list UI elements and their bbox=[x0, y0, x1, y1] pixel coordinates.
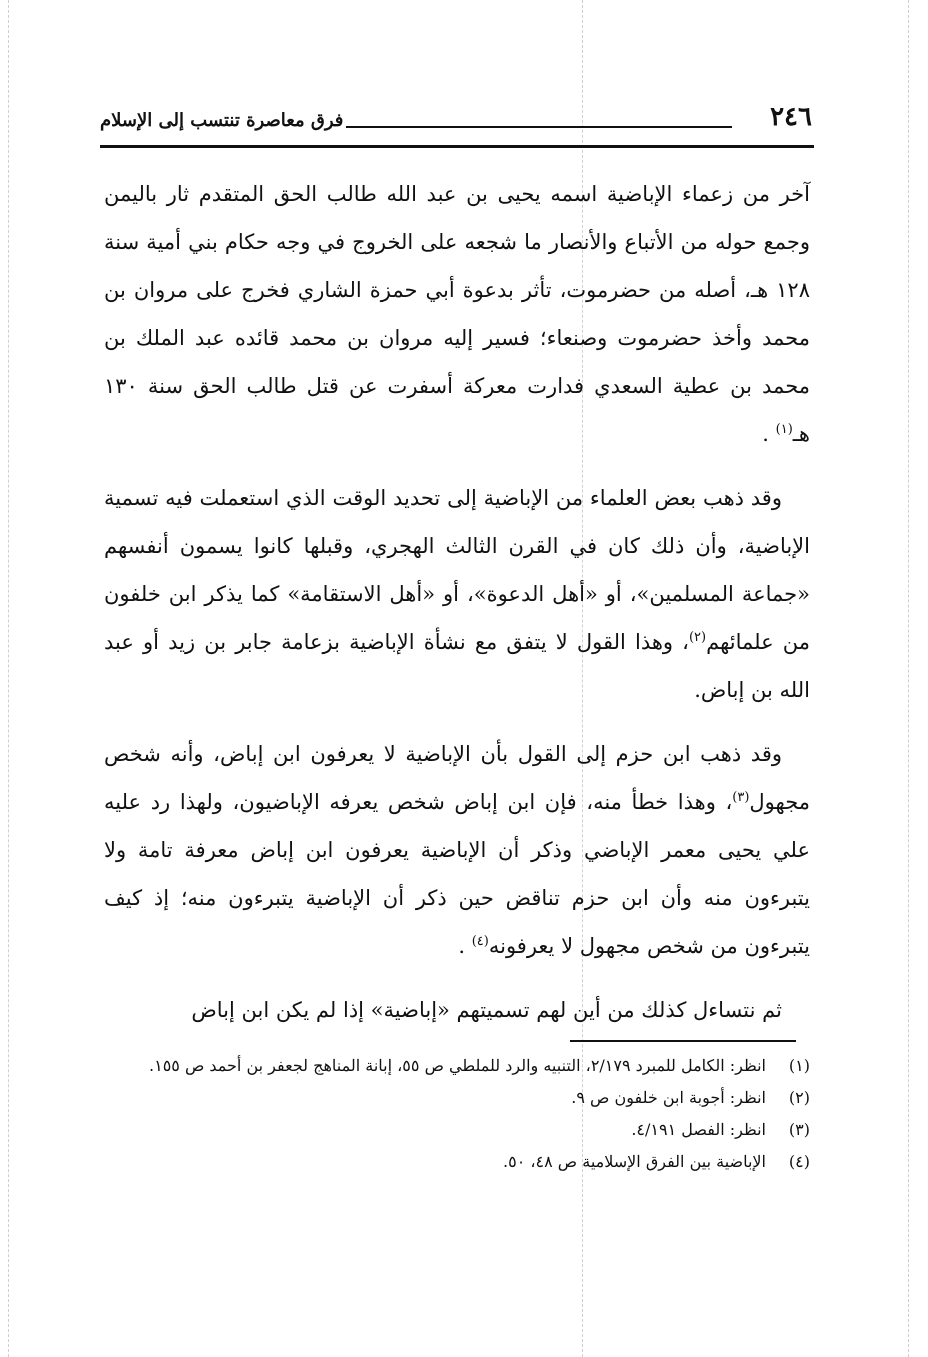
paragraph: وقد ذهب ابن حزم إلى القول بأن الإباضية لا يعرفون ابن إباض، وأنه شخص مجهول$^{(٣)}$، وهذا خطأ منه، فإن ابن إباض شخص يعرفه الإباضيون، ولهذا رد عليه علي يحيى معمر الإباضي وذكر أن الإباضية يعرفون ابن إباض معرفة تامة ولا يتبرءون منه وأن ابن حزم تناقض حين ذكر أن الإباضية يتبرءون منه؛ إذ كيف يتبرءون من شخص مجهول لا يعرفونه$^{(٤)}$ . bbox=[104, 742, 810, 958]
footnote-ref: (١) bbox=[775, 422, 793, 437]
footnote: (٣)انظر: الفصل ٤/١٩١. bbox=[631, 1120, 810, 1139]
paragraph: وقد ذهب بعض العلماء من الإباضية إلى تحديد الوقت الذي استعملت فيه تسمية الإباضية، وأن ذلك كان في القرن الثالث الهجري، وقبلها كانوا يسمون أنفسهم «جماعة المسلمين»، أو «أهل الدعوة»، أو «أهل الاستقامة» كما يذكر ابن خلفون من علمائهم$^{(٢)}$، وهذا القول لا يتفق مع نشأة الإباضية بزعامة جابر بن زيد أو عبد الله بن إباض. bbox=[104, 486, 810, 702]
body-text bbox=[104, 170, 810, 1050]
paragraph: آخر من زعماء الإباضية اسمه يحيى بن عبد الله طالب الحق المتقدم ثار باليمن وجمع حوله من الأتباع والأنصار ما شجعه على الخروج في وجه حكام بني أمية سنة ١٢٨ هـ، أصله من حضرموت، تأثر بدعوة أبي حمزة الشاري فخرج على مروان بن محمد وأخذ حضرموت وصنعاء؛ فسير إليه مروان بن محمد قائده عبد الملك بن محمد بن عطية السعدي فدارت معركة أسفرت عن قتل طالب الحق سنة ١٣٠ هـ$^{(١)}$ . bbox=[104, 182, 810, 446]
header-dash bbox=[346, 126, 732, 128]
footnote: (١)انظر: الكامل للمبرد ٢/١٧٩، التنبيه والرد للملطي ص ٥٥، إبانة المناهج لجعفر بن أحمد ص ١٥٥. bbox=[149, 1056, 810, 1075]
footnote: (٤)الإباضية بين الفرق الإسلامية ص ٤٨، ٥٠. bbox=[503, 1152, 810, 1171]
footnote-ref: (٤) bbox=[471, 934, 489, 949]
scan-guide-line bbox=[8, 0, 9, 1357]
footnotes bbox=[104, 1050, 810, 1178]
page-header bbox=[100, 92, 812, 148]
running-title: فرق معاصرة تنتسب إلى الإسلام bbox=[100, 110, 344, 131]
page-number: ٢٤٦ bbox=[770, 102, 812, 132]
paragraph: ثم نتساءل كذلك من أين لهم تسميتهم «إباضية» إذا لم يكن ابن إباض bbox=[191, 998, 782, 1022]
footnote-ref: (٢) bbox=[688, 630, 707, 645]
scan-guide-line bbox=[908, 0, 909, 1357]
footnote: (٢)انظر: أجوبة ابن خلفون ص ٩. bbox=[571, 1088, 810, 1107]
footnote-ref: (٣) bbox=[732, 790, 750, 805]
header-rule bbox=[100, 145, 814, 148]
footnote-separator bbox=[570, 1040, 796, 1042]
